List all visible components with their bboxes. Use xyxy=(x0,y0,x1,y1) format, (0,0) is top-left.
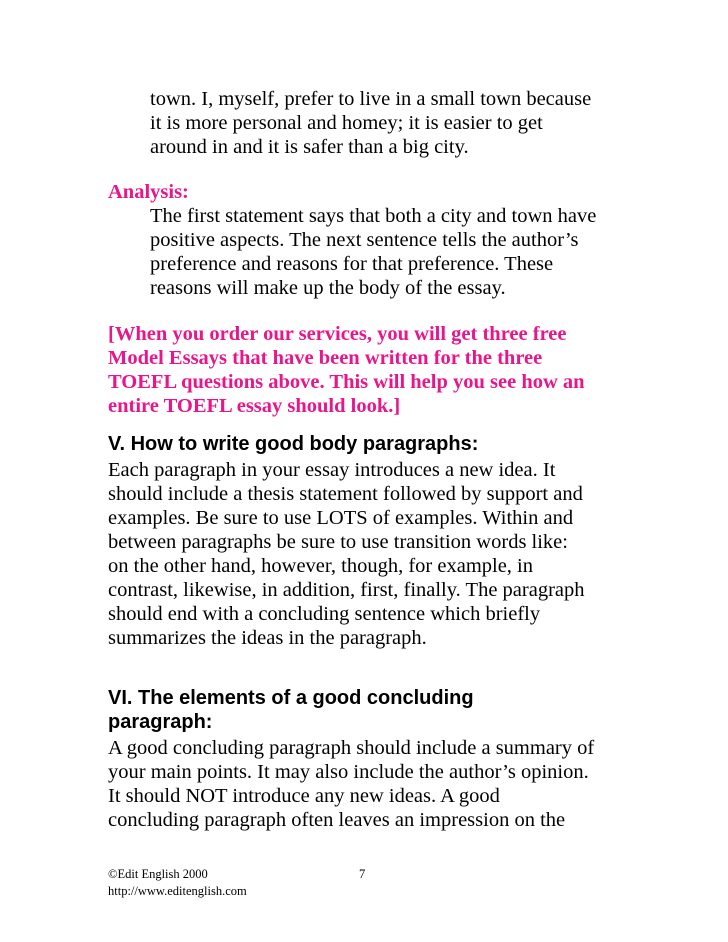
promo-line-3: TOEFL questions above. This will help you see how an xyxy=(108,371,585,393)
intro-line-3: around in and it is safer than a big city. xyxy=(150,136,469,158)
section-5-line-3: examples. Be sure to use LOTS of examples. Within and xyxy=(108,507,574,529)
analysis-line-4: reasons will make up the body of the essay. xyxy=(150,277,506,299)
section-5-line-1: Each paragraph in your essay introduces a new idea. It xyxy=(108,459,556,481)
section-5-line-6: contrast, likewise, in addition, first, finally. The paragraph xyxy=(108,579,585,601)
analysis-section xyxy=(108,180,708,300)
footer-page-number: 7 xyxy=(359,867,366,881)
section-6-heading-line-2: paragraph: xyxy=(108,711,213,733)
section-6-line-2: your main points. It may also include the author’s opinion. xyxy=(108,761,589,783)
section-5-line-8: summarizes the ideas in the paragraph. xyxy=(108,627,427,649)
analysis-line-2: positive aspects. The next sentence tells the author’s xyxy=(150,229,579,251)
intro-line-1: town. I, myself, prefer to live in a small town because xyxy=(150,88,592,110)
promo-line-4: entire TOEFL essay should look.] xyxy=(108,395,401,417)
intro-paragraph xyxy=(108,87,708,159)
section-5-line-7: should end with a concluding sentence which briefly xyxy=(108,603,541,625)
section-concluding-paragraph xyxy=(108,686,708,832)
section-6-heading-line-1: VI. The elements of a good concluding xyxy=(108,687,474,709)
analysis-label: Analysis: xyxy=(108,181,189,203)
promo-line-1: [When you order our services, you will get three free xyxy=(108,323,567,345)
intro-line-2: it is more personal and homey; it is easier to get xyxy=(150,112,543,134)
footer-copyright: ©Edit English 2000 xyxy=(108,867,208,881)
section-6-line-3: It should NOT introduce any new ideas. A good xyxy=(108,785,500,807)
section-5-line-2: should include a thesis statement followed by support and xyxy=(108,483,583,505)
promo-note xyxy=(108,322,708,418)
section-6-line-4: concluding paragraph often leaves an impression on the xyxy=(108,809,566,831)
analysis-line-3: preference and reasons for that preference. These xyxy=(150,253,554,275)
footer-url: http://www.editenglish.com xyxy=(108,884,247,898)
section-5-line-5: on the other hand, however, though, for example, in xyxy=(108,555,534,577)
promo-line-2: Model Essays that have been written for the three xyxy=(108,347,543,369)
section-5-line-4: between paragraphs be sure to use transition words like: xyxy=(108,531,568,553)
section-body-paragraphs xyxy=(108,432,708,650)
section-6-line-1: A good concluding paragraph should include a summary of xyxy=(108,737,595,759)
analysis-line-1: The first statement says that both a city and town have xyxy=(150,205,597,227)
section-5-heading: V. How to write good body paragraphs: xyxy=(108,433,479,455)
